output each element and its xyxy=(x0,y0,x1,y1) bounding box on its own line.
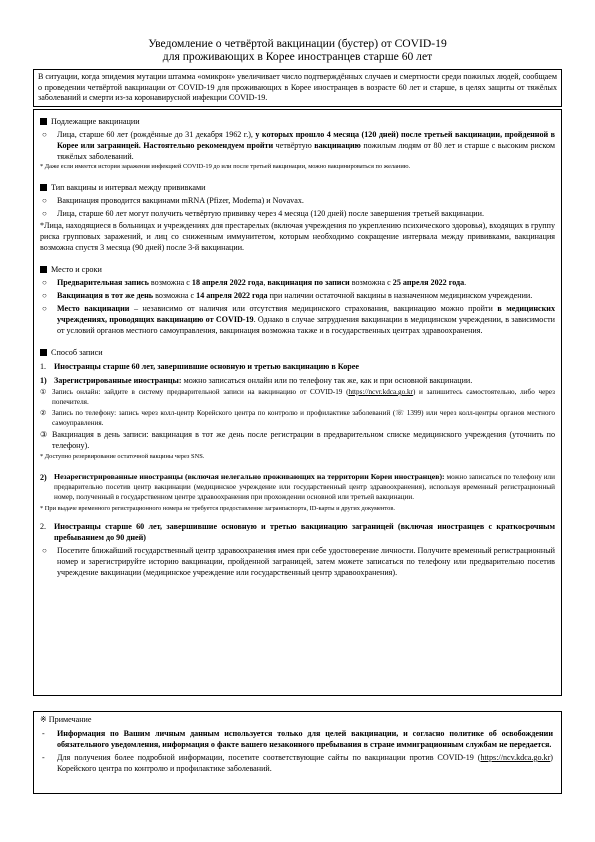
section-heading-subjects: Подлежащие вакцинации xyxy=(40,116,555,127)
place-bullet-3: ○ Место вакцинации – независимо от наличия или отсутствия медицинского страхования, вакцинацию можно пройти в медицинских учреждениях, проводящих вакцинацию от COVID-19. Однако в случае затруднения вакцинации в медицинском учреждении, в зависимости от условий органов местного самоуправления, вакцинация возможна также и в государственных центрах здравоохранения. xyxy=(42,304,555,335)
filled-square-icon xyxy=(40,266,47,273)
hollow-circle-icon: ○ xyxy=(42,278,47,287)
circled-two-icon: ② xyxy=(40,409,47,417)
intro-box xyxy=(33,69,562,107)
hollow-circle-icon: ○ xyxy=(42,209,47,218)
place-bullet-2: ○ Вакцинация в тот же день возможна с 14 апреля 2022 года при наличии остаточной вакцины в назначенном медицинском учреждении. xyxy=(42,291,533,300)
dash-icon: - xyxy=(42,753,45,762)
section-heading-place: Место и сроки xyxy=(40,264,555,275)
method-item2-bullet: ○ Посетите ближайший государственный центр здравоохранения имея при себе удостоверение личности. Получите временный регистрационный номер и зарегистрируйте историю вакцинации, пройденной заграницей, затем можете записаться по телефону или предварительно посетив учреждение вакцинации (медицинское учреждение или государственный центр здравоохранения). xyxy=(42,546,555,577)
method-option-online: ① Запись онлайн: зайдите в систему предварительной записи на вакцинацию от COVID-19 (https://ncvr.kdca.go.kr) и запишитесь самостоятельно, либо через попечителя. xyxy=(40,388,555,406)
method-option-phone: ② Запись по телефону: запись через колл-центр Корейского центра по контролю и профилактике заболеваний (☏ 1399) или через колл-центры органов местного самоуправления. xyxy=(40,409,555,427)
circled-one-icon: ① xyxy=(40,388,47,396)
types-bullet-1: ○ Вакцинация проводится вакцинами mRNA (Pfizer, Moderna) и Novavax. xyxy=(42,196,304,205)
subjects-bullet: ○ Лица, старше 60 лет (рождённые до 31 декабря 1962 г.), у которых прошло 4 месяца (120 дней) после третьей вакцинации, пройденной в Корее или заграницей. Настоятельно рекомендуем пройти четвёртую вакцинацию пожилым людям от 80 лет и старше с высоким риском тяжёлых заболеваний. xyxy=(42,130,556,161)
method-sub2-note: * При выдаче временного регистрационного номера не требуется предоставление загранпаспорта, ID-карты и других документов. xyxy=(40,505,395,512)
circled-three-icon: ③ xyxy=(40,430,48,439)
method-sub-1: 1) Зарегистрированные иностранцы: можно записаться онлайн или по телефону так же, как и при основной вакцинации. xyxy=(40,376,473,385)
title-line-2: для проживающих в Корее иностранцев старше 60 лет xyxy=(162,50,433,64)
main-content-box xyxy=(33,109,562,696)
note-item-2: - Для получения более подробной информации, посетите соответствующие сайты по вакцинации против COVID-19 (https://ncv.kdca.go.kr) Корейского центра по контролю и профилактике заболеваний. xyxy=(42,753,553,773)
filled-square-icon xyxy=(40,118,47,125)
hollow-circle-icon: ○ xyxy=(42,291,47,300)
ncvr-link[interactable]: https://ncvr.kdca.go.kr xyxy=(348,388,413,396)
method-sns-note: * Доступно резервирование остаточной вакцины через SNS. xyxy=(40,453,205,460)
hollow-circle-icon: ○ xyxy=(42,304,47,313)
place-bullet-1: ○ Предварительная запись возможна с 18 апреля 2022 года, вакцинация по записи возможна с 25 апреля 2022 года. xyxy=(42,278,467,287)
subjects-note: * Даже если имеется история заражения инфекцией COVID-19 до или после третьей вакцинации, можно вакцинироваться по желанию. xyxy=(40,163,411,170)
types-note: *Лица, находящиеся в больницах и учреждениях для престарелых (включая учреждения по укреплению психического здоровья), входящих в группу риска групповых заражений, и лиц со сниженным иммунитетом, которым необходимо сокращение интервала между прививками, вакцинация возможна спустя 3 месяца (90 дней) после 3-й вакцинации. xyxy=(40,221,555,252)
ncv-link[interactable]: https://ncv.kdca.go.kr xyxy=(480,753,551,762)
intro-text: В ситуации, когда эпидемия мутации штамма «омикрон» увеличивает число подтверждённых случаев и смертности среди пожилых людей, сообщаем о проведении четвёртой вакцинации от COVID-19 для проживающих в Корее иностранцев в возрасте 60 лет и старше, в целях защиты от тяжёлых заболеваний и смерти из-за коронавирусной инфекции COVID-19. xyxy=(38,72,557,103)
note-box xyxy=(33,711,562,794)
note-item-1: - Информация по Вашим личным данным используется только для целей вакцинации, и согласно политике об освобождении обязательного уведомления, информация о факте вашего незаконного пребывания в стране иммиграционным службам не передается. xyxy=(42,729,553,749)
hollow-circle-icon: ○ xyxy=(42,130,47,139)
method-item-2: 2. Иностранцы старше 60 лет, завершившие основную и третью вакцинацию заграницей (включая иностранцев с краткосрочным пребыванием до 90 дней) xyxy=(40,522,555,542)
hollow-circle-icon: ○ xyxy=(42,196,47,205)
filled-square-icon xyxy=(40,184,47,191)
section-heading-method: Способ записи xyxy=(40,347,555,358)
document-title xyxy=(30,37,565,64)
hollow-circle-icon: ○ xyxy=(42,546,47,555)
method-sub-2: 2) Незарегистрированные иностранцы (включая нелегально проживающих на территории Кореи иностранцев): можно записаться по телефону или предварительно посетив центр вакцинации (медицинское учреждение или государственный центр здравоохранения), используя временный регистрационный номер, полученный в государственном центре здравоохранения при прохождении основной или третьей вакцинации. xyxy=(40,472,555,501)
dash-icon: - xyxy=(42,729,45,738)
method-option-same-day: ③ Вакцинация в день записи: вакцинация в тот же день после регистрации в предварительном списке медицинского учреждения (уточнить по телефону). xyxy=(40,430,555,450)
types-bullet-2: ○ Лица, старше 60 лет могут получить четвёртую прививку через 4 месяца (120 дней) после завершения третьей вакцинации. xyxy=(42,209,484,218)
filled-square-icon xyxy=(40,349,47,356)
method-item-1: 1. Иностранцы старше 60 лет, завершившие основную и третью вакцинацию в Корее xyxy=(40,362,359,371)
note-heading: ※ Примечание xyxy=(40,715,92,724)
title-line-1: Уведомление о четвёртой вакцинации (бустер) от COVID-19 xyxy=(148,37,447,50)
section-heading-types: Тип вакцины и интервал между прививками xyxy=(40,182,555,193)
